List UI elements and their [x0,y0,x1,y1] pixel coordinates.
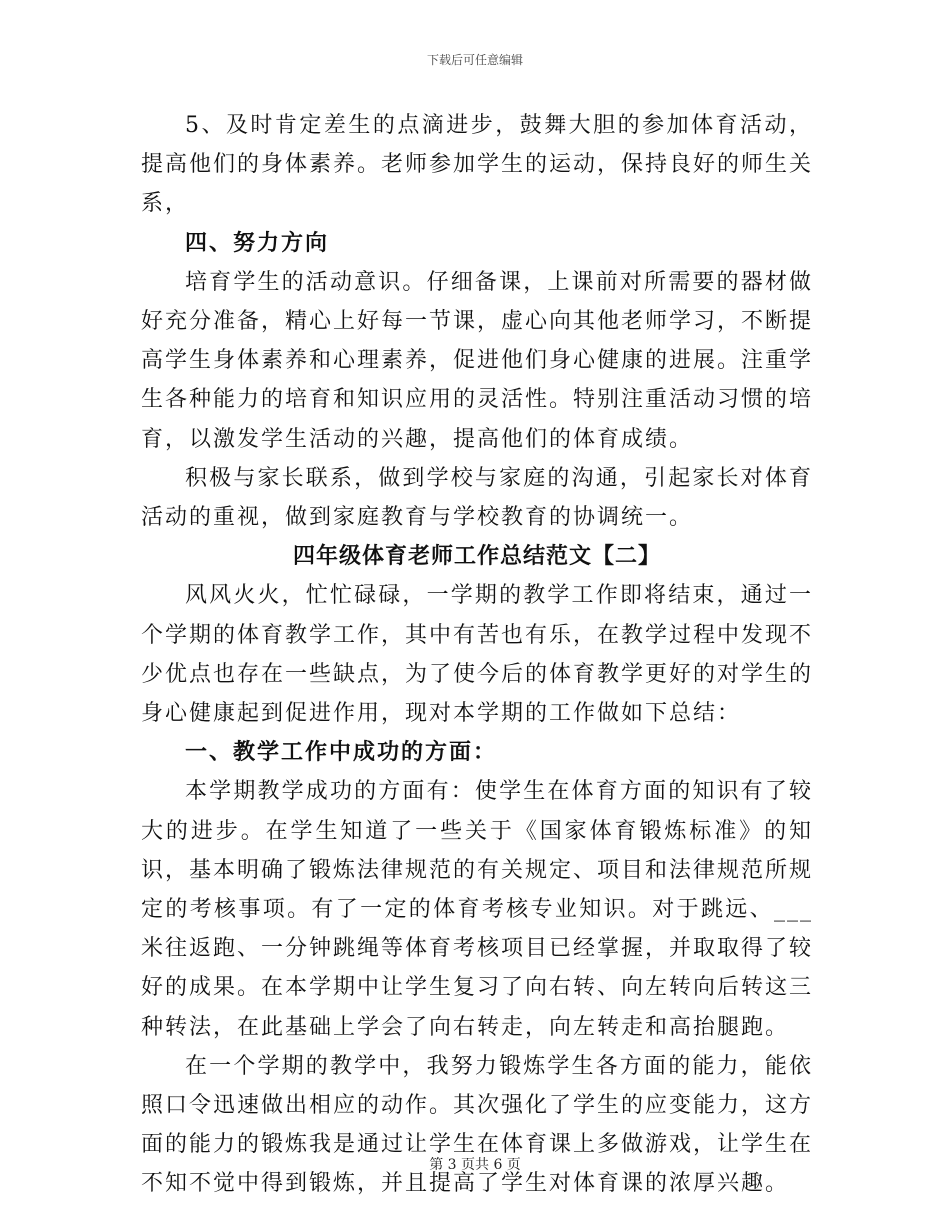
page-footer: 第 3 页共 6 页 [429,1157,521,1173]
heading-success-aspects: 一、教学工作中成功的方面： [185,739,498,766]
paragraph-parent-contact: 积极与家长联系，做到学校与家庭的沟通，引起家长对体育活动的重视，做到家庭教育与学校教育的协调统一。 [141,465,813,531]
paragraph-intro: 风风火火，忙忙碌碌，一学期的教学工作即将结束，通过一个学期的体育教学工作，其中有苦也有乐，在教学过程中发现不少优点也存在一些缺点，为了使今后的体育教学更好的对学生的身心健康起到促进作用，现对本学期的工作做如下总结： [141,583,814,727]
paragraph-cultivate-awareness: 培育学生的活动意识。仔细备课，上课前对所需要的器材做好充分准备，精心上好每一节课，虚心向其他老师学习，不断提高学生身体素养和心理素养，促进他们身心健康的进展。注重学生各种能力的培育和知识应用的灵活性。特别注重活动习惯的培育，以激发学生活动的兴趣，提高他们的体育成绩。 [141,269,814,452]
paragraph-success-knowledge: 本学期教学成功的方面有：使学生在体育方面的知识有了较大的进步。在学生知道了一些关于《国家体育锻炼标准》的知识，基本明确了锻炼法律规范的有关规定、项目和法律规范所规定的考核事项。有了一定的体育考核专业知识。对于跳远、___米往返跑、一分钟跳绳等体育考核项目已经掌握，并取取得了较好的成果。在本学期中让学生复习了向右转、向左转向后转这三种转法，在此基础上学会了向右转走，向左转走和高抬腿跑。 [141,779,814,1040]
section-title-two: 四年级体育老师工作总结范文【二】 [292,543,661,570]
paragraph-item5: 5、及时肯定差生的点滴进步，鼓舞大胆的参加体育活动，提高他们的身体素养。老师参加学生的运动，保持良好的师生关系， [141,113,814,217]
page-header: 下载后可任意编辑 [426,53,523,67]
document-body [141,106,813,1204]
heading-effort-direction: 四、努力方向 [185,229,330,256]
paragraph-ability-training: 在一个学期的教学中，我努力锻炼学生各方面的能力，能依照口令迅速做出相应的动作。其次强化了学生的应变能力，这方面的能力的锻炼我是通过让学生在体育课上多做游戏，让学生在不知不觉中得到锻炼，并且提高了学生对体育课的浓厚兴趣。 [141,1053,814,1197]
